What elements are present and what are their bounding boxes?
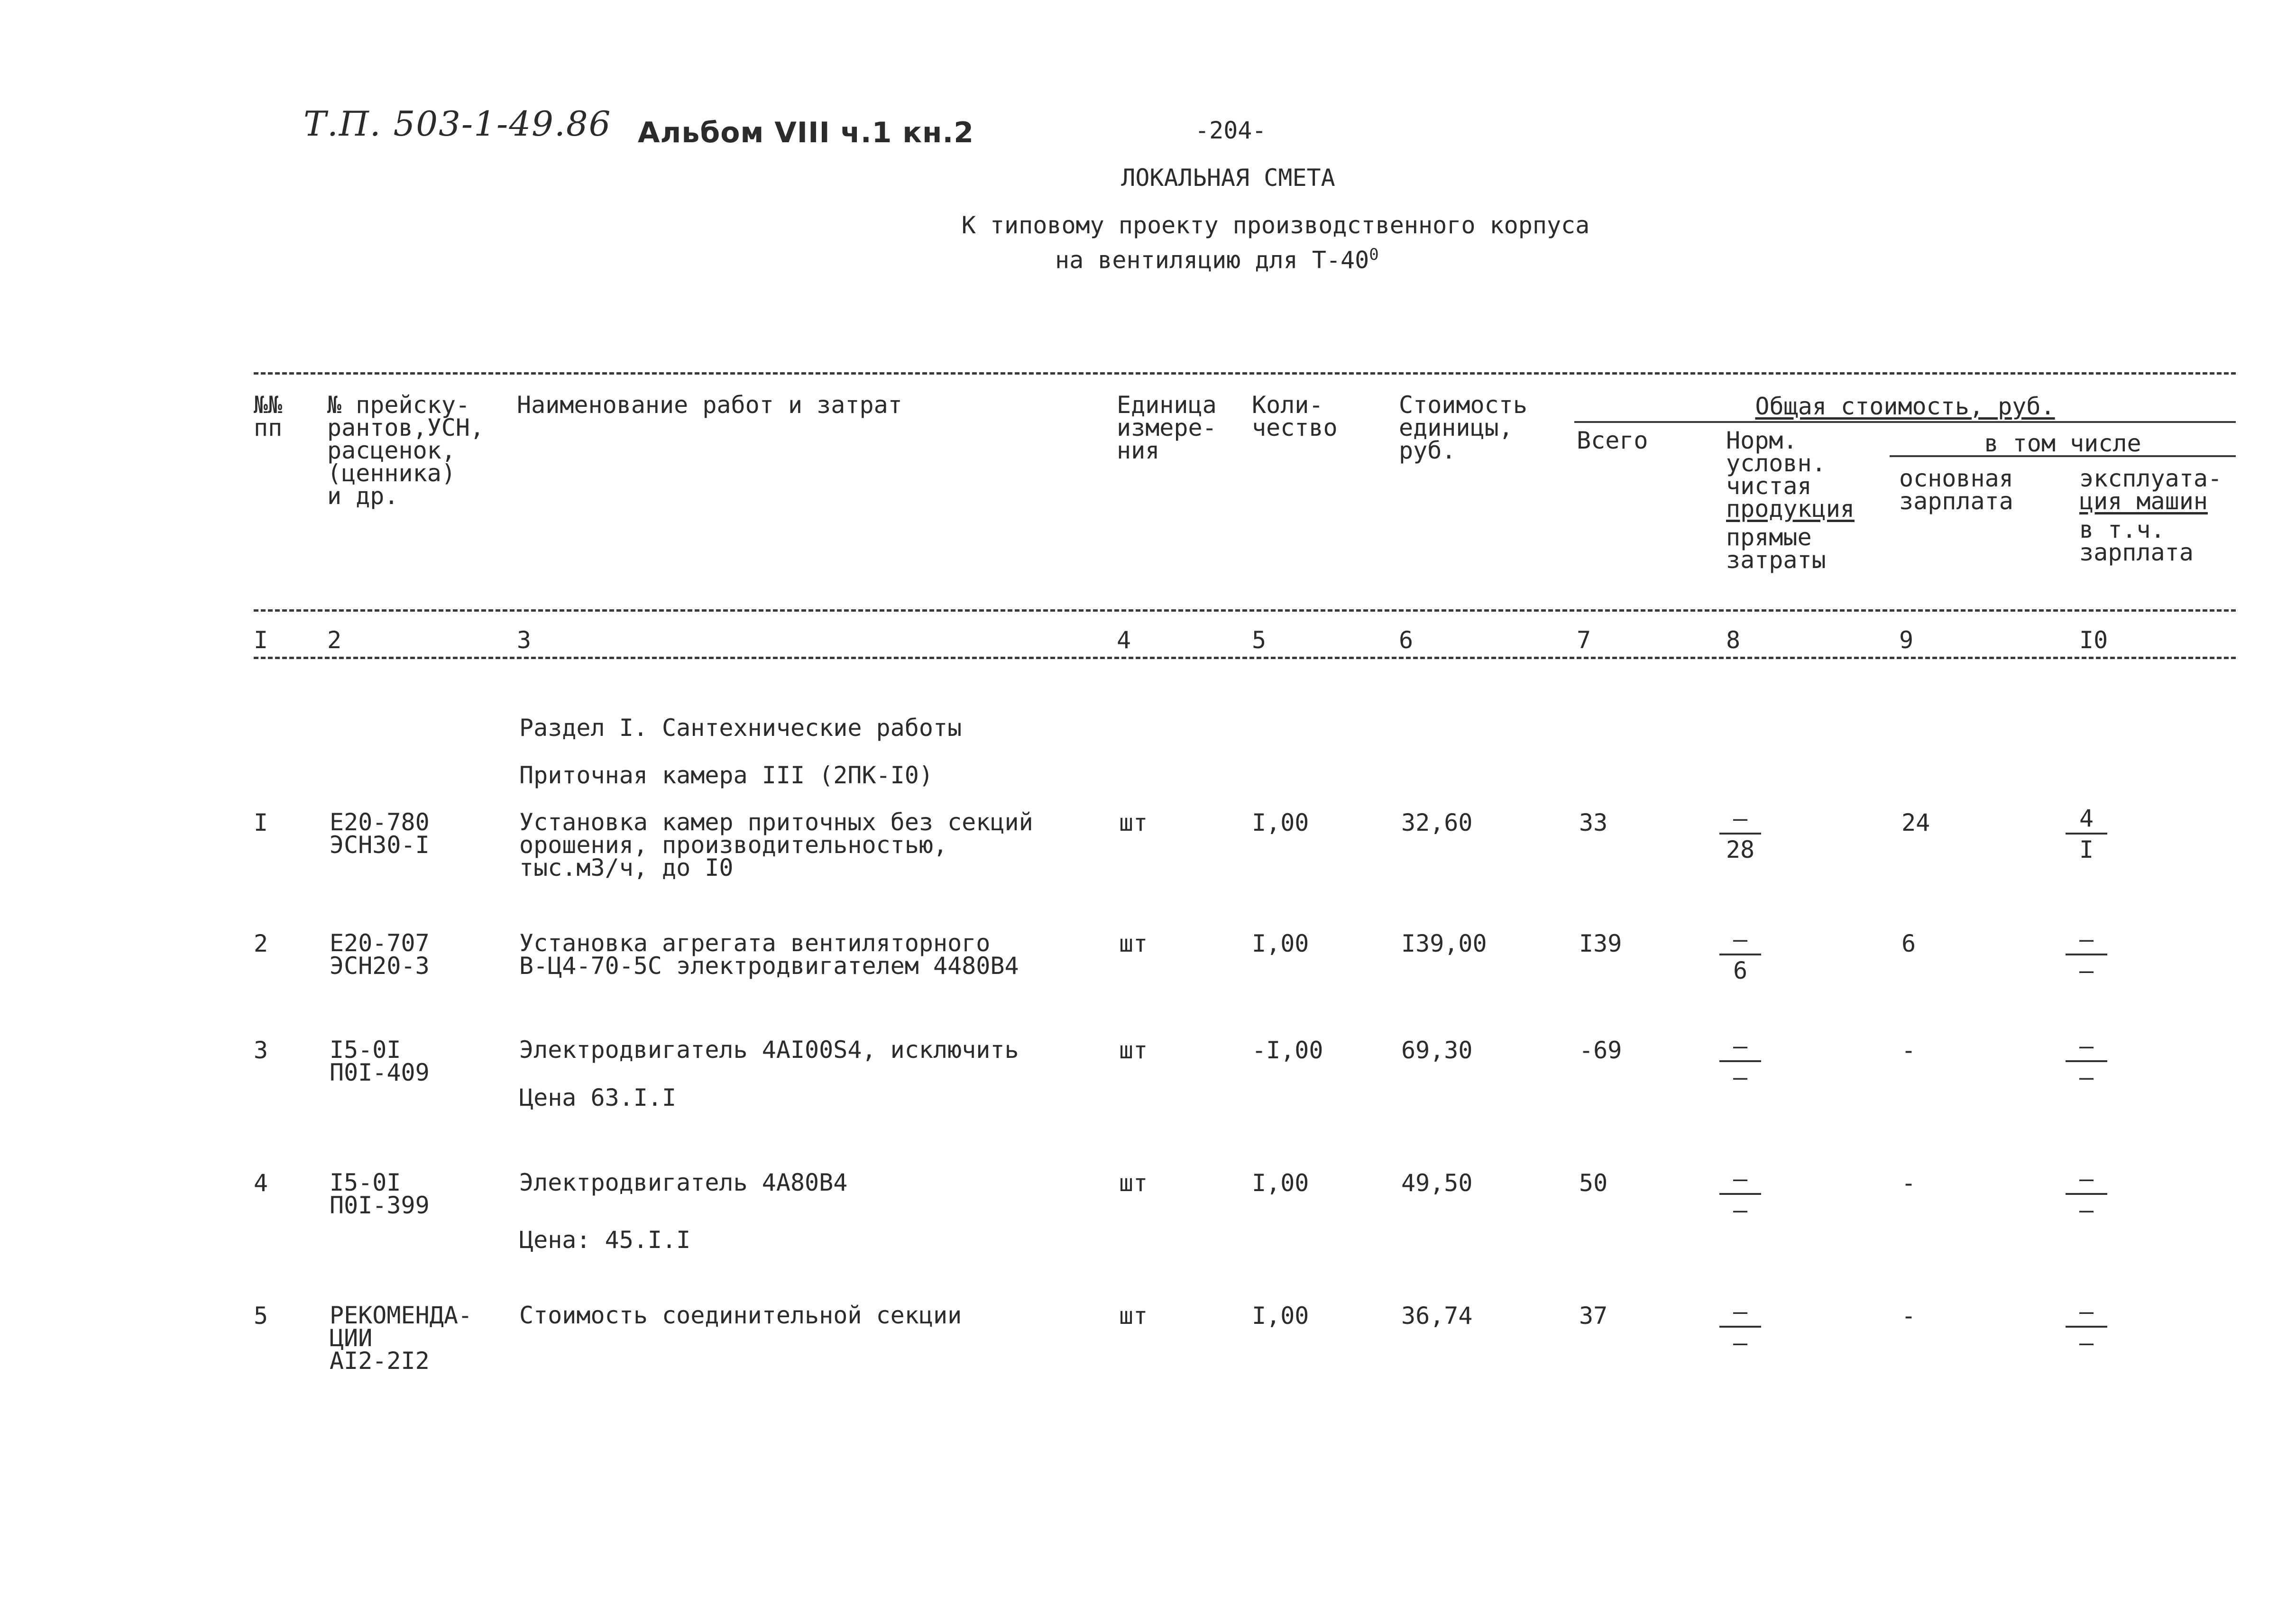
row-code: Е20-780 ЭСН30-I [330,808,430,859]
row-col8-fraction: – – [1712,1034,1769,1090]
header-col1-number: №№ пп [254,391,283,441]
row-number: 3 [254,1037,268,1064]
row-salary: 24 [1901,809,1930,836]
header-col2-codes: № прейску- рантов,УСН, расценок, (ценника) и др. [327,391,485,510]
row-salary: - [1901,1037,1916,1064]
row-salary: 6 [1901,930,1916,957]
col-number-2: 2 [327,626,342,654]
header-col5-qty: Коли- чество [1252,391,1338,441]
total-group-rule [1574,421,2236,423]
header-bottom-rule [254,609,2236,612]
row-salary: - [1901,1302,1916,1330]
row-name: Установка камер приточных без секций орошения, производительностью, тыс.м3/ч, до I0 [519,808,1033,881]
col-number-6: 6 [1399,626,1414,654]
row-code: I5-0I П0I-399 [330,1169,430,1219]
row-col8-fraction: – – [1712,1299,1769,1355]
col-number-7: 7 [1577,626,1591,654]
col-number-4: 4 [1117,626,1131,654]
row-number: 2 [254,930,268,957]
row-number: 4 [254,1169,268,1197]
col-number-9: 9 [1899,626,1914,654]
header-col4-unit: Единица измере- ния [1117,391,1217,464]
subsection-title: Приточная камера III (2ПК-I0) [519,762,933,789]
row-name: Электродвигатель 4АI00S4, исключить [519,1036,1019,1064]
row-unit: шт [1119,930,1148,957]
row-col8-fraction: – 6 [1712,927,1769,983]
header-total-group: Общая стоимость, руб. [1755,393,2055,420]
row-qty: I,00 [1252,809,1309,836]
row-price: 32,60 [1401,809,1473,836]
header-col6-unit-price: Стоимость единицы, руб. [1399,391,1527,464]
row-number: I [254,809,268,836]
row-unit: шт [1119,809,1148,836]
row-name: Электродвигатель 4А80В4 [519,1169,848,1196]
header-col9-salary: основная зарплата [1899,465,2013,515]
row-qty: I,00 [1252,930,1309,957]
row-qty: I,00 [1252,1302,1309,1330]
col-number-5: 5 [1252,626,1267,654]
col-number-3: 3 [517,626,532,654]
row-total: -69 [1579,1037,1622,1064]
row-total: 37 [1579,1302,1608,1330]
row-col10-fraction: – – [2058,1034,2115,1090]
document-subtitle-line1: К типовому проекту производственного корпуса [961,211,1590,239]
col-numbers-rule [254,657,2236,659]
row-price: 69,30 [1401,1037,1473,1064]
row-total: I39 [1579,930,1622,957]
col-number-10: I0 [2079,626,2108,654]
header-incl-group: в том числе [1984,430,2141,457]
row-col10-fraction: 4 I [2058,806,2115,862]
row-total: 50 [1579,1169,1608,1197]
row-total: 33 [1579,809,1608,836]
col-number-8: 8 [1726,626,1741,654]
row-unit: шт [1119,1037,1148,1064]
row-code: Е20-707 ЭСН20-3 [330,929,430,980]
row-qty: I,00 [1252,1169,1309,1197]
section-title: Раздел I. Сантехнические работы [519,714,962,742]
document-title: ЛОКАЛЬНАЯ СМЕТА [1121,164,1335,192]
page-number: -204- [1195,117,1267,144]
row-price: 36,74 [1401,1302,1473,1330]
header-col3-name: Наименование работ и затрат [517,391,902,419]
row-price-note: Цена 63.I.I [519,1084,677,1111]
header-col7-total: Всего [1577,427,1648,454]
row-name: Стоимость соединительной секции [519,1302,962,1329]
row-price-note: Цена: 45.I.I [519,1226,691,1254]
col-number-1: I [254,626,268,654]
row-unit: шт [1119,1169,1148,1197]
row-name: Установка агрегата вентиляторного В-Ц4-70-5С электродвигателем 4480В4 [519,929,1019,980]
row-price: I39,00 [1401,930,1487,957]
header-col8: Норм. условн. чистая продукция прямые затраты [1726,427,1855,574]
header-col10: эксплуата- ция машин в т.ч. зарплата [2079,465,2223,566]
row-price: 49,50 [1401,1169,1473,1197]
row-col8-fraction: – – [1712,1166,1769,1222]
document-subtitle-line2: на вентиляцию для $Т-40^0$ [1055,245,1379,274]
album-label-handwritten: Альбом VIII ч.1 кн.2 [638,116,974,149]
row-qty: -I,00 [1252,1037,1323,1064]
row-code: РЕКОМЕНДА- ЦИИ АI2-2I2 [330,1302,473,1375]
row-col8-fraction: – 28 [1712,806,1769,862]
row-number: 5 [254,1302,268,1330]
row-col10-fraction: – – [2058,927,2115,983]
row-salary: - [1901,1169,1916,1197]
row-unit: шт [1119,1302,1148,1330]
project-code-handwritten: Т.П. 503-1-49.86 [303,104,612,144]
row-col10-fraction: – – [2058,1166,2115,1222]
row-col10-fraction: – – [2058,1299,2115,1355]
row-code: I5-0I П0I-409 [330,1036,430,1086]
header-top-rule [254,372,2236,375]
